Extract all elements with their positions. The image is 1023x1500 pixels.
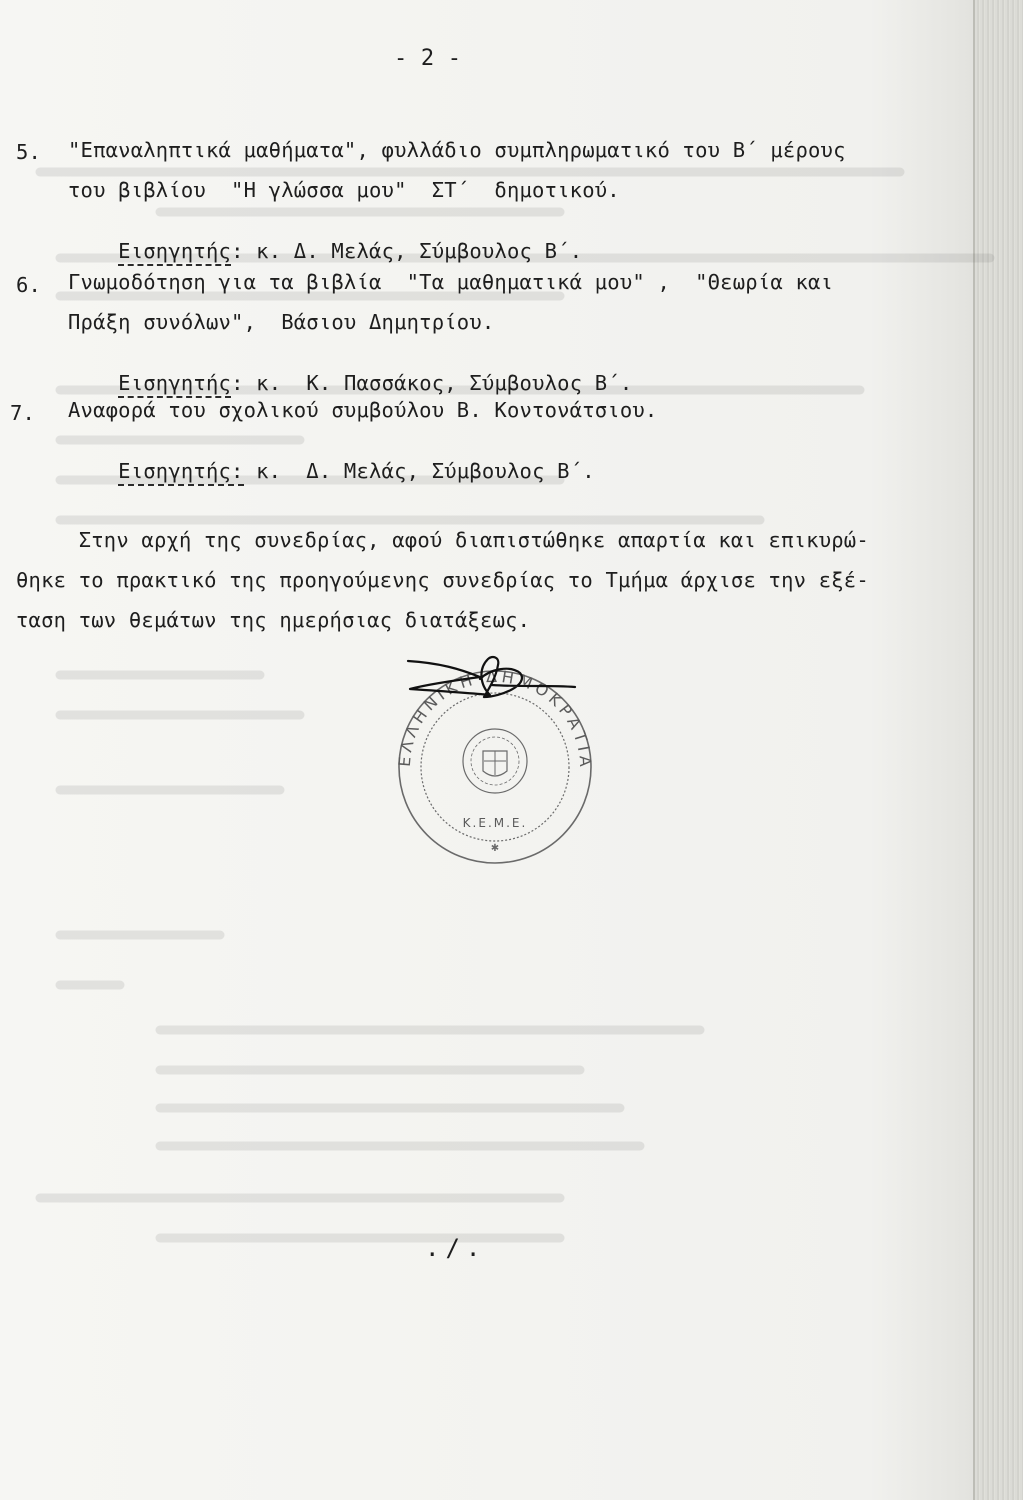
paragraph-line: ταση των θεμάτων της ημερήσιας διατάξεως. bbox=[16, 608, 531, 632]
item-text: Γνωμοδότηση για τα βιβλία "Τα μαθηματικά μου" , "Θεωρία και bbox=[68, 270, 834, 294]
rapporteur-label: Εισηγητής bbox=[118, 239, 231, 266]
item-text: Αναφορά του σχολικού συμβούλου Β. Κοντονάτσιου. bbox=[68, 398, 658, 422]
continuation-mark: ./. bbox=[425, 1234, 487, 1262]
rapporteur-name: κ. Δ. Μελάς, Σύμβουλος Β΄. bbox=[256, 458, 595, 483]
item-number: 7. bbox=[10, 401, 36, 425]
colon: : bbox=[231, 370, 257, 395]
rapporteur-line bbox=[68, 440, 595, 502]
svg-text:✱: ✱ bbox=[490, 843, 500, 854]
item-text: "Επαναληπτικά μαθήματα", φυλλάδιο συμπληρωματικό του Β΄ μέρους bbox=[68, 138, 846, 162]
item-text: του βιβλίου "Η γλώσσα μου" ΣΤ΄ δημοτικού. bbox=[68, 178, 620, 202]
paragraph-line: θηκε το πρακτικό της προηγούμενης συνεδρίας το Τμήμα άρχισε την εξέ- bbox=[16, 568, 869, 592]
rapporteur-name: κ. Κ. Πασσάκος, Σύμβουλος Β΄. bbox=[256, 370, 633, 395]
item-number: 6. bbox=[16, 273, 42, 297]
spacer bbox=[244, 459, 257, 483]
seal-outer-text: ΕΛΛΗΝΙΚΗ ΔΗΜΟΚΡΑΤΙΑ bbox=[394, 666, 596, 771]
item-text: Πράξη συνόλων", Βάσιου Δημητρίου. bbox=[68, 310, 495, 334]
colon: : bbox=[231, 238, 257, 263]
rapporteur-label: Εισηγητής: bbox=[118, 459, 243, 486]
page-number: - 2 - bbox=[394, 46, 462, 71]
rapporteur-name: κ. Δ. Μελάς, Σύμβουλος Β΄. bbox=[256, 238, 583, 263]
rapporteur-label: Εισηγητής bbox=[118, 371, 231, 398]
paragraph-line: Στην αρχή της συνεδρίας, αφού διαπιστώθηκε απαρτία και επικυρώ- bbox=[16, 528, 869, 552]
item-number: 5. bbox=[16, 140, 42, 164]
seal-bottom-text: Κ.Ε.Μ.Ε. bbox=[462, 816, 528, 830]
official-seal bbox=[380, 655, 610, 865]
